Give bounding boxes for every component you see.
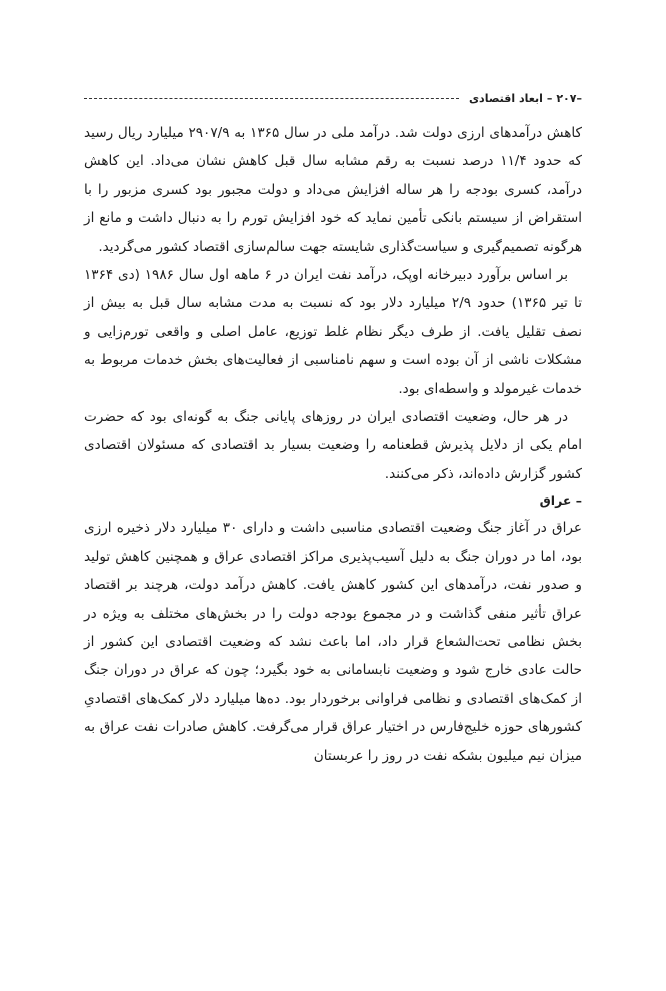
- header-dashed-rule: [84, 98, 459, 99]
- paragraph-2: بر اساس برآورد دبیرخانه اوپک، درآمد نفت ایران در ۶ ماهه اول سال ۱۹۸۶ (دی ۱۳۶۴ تا تیر ۱۳۶۵) حدود ۲/۹ میلیارد دلار بود که نسبت به مدت مشابه سال قبل به بیش از نصف تقلیل یافت. از طرف دیگر نظام غلط توزیع، عامل اصلی و واقعی تورم‌زایی و مشکلات ناشی از آن بوده است و سهم نامناسبی از فعالیت‌های بخش خدمات مربوط به خدمات غیرمولد و واسطه‌ای بود.: [84, 267, 582, 397]
- page-number: ۲۰۷: [556, 91, 577, 105]
- paragraph-3: در هر حال، وضعیت اقتصادی ایران در روزهای پایانی جنگ به گونه‌ای بود که حضرت امام یکی از دلایل پذیرش قطعنامه را وضعیت بسیار بد اقتصادی که مسئولان اقتصادی کشور گزارش داده‌اند، ذکر می‌کنند.: [84, 409, 582, 482]
- section-heading-iraq: – عراق: [539, 493, 582, 509]
- paragraph-1: کاهش درآمدهای ارزی دولت شد. درآمد ملی در سال ۱۳۶۵ به ۲۹۰۷/۹ میلیارد ریال رسید که حدود ۱۱/۴ درصد نسبت به رقم مشابه سال قبل کاهش نشان می‌داد. این کاهش درآمد، کسری بودجه را هر ساله افزایش می‌داد و دولت مجبور بود کسری مزبور را با استقراض از سیستم بانکی تأمین نماید که خود افزایش تورم را به دنبال داشت و مانع از هرگونه تصمیم‌گیری و سیاست‌گذاری شایسته جهت سالم‌سازی اقتصاد کشور می‌گردید.: [84, 125, 582, 255]
- header-dash-right: –: [576, 91, 582, 105]
- paragraph-4: عراق در آغاز جنگ وضعیت اقتصادی مناسبی داشت و دارای ۳۰ میلیارد دلار ذخیره ارزی بود، اما در دوران جنگ به دلیل آسیب‌پذیری مراکز اقتصادی عراق و همچنین کاهش تولید و صدور نفت، درآمدهای این کشور کاهش یافت. کاهش درآمد دولت، هرچند بر اقتصاد عراق تأثیر منفی گذاشت و در مجموع بودجه دولت را در بخش‌های مختلف به ویژه در بخش نظامی تحت‌الشعاع قرار داد، اما باعث نشد که وضعیت اقتصادی این کشور از حالت عادی خارج شود و وضعیت نابسامانی به خود بگیرد؛ چون که عراق در دوران جنگ از کمک‌های اقتصادی و نظامی فراوانی برخوردار بود. ده‌ها میلیارد دلار کمک‌های اقتصادیِ کشورهای حوزه خلیج‌فارس در اختیار عراق قرار می‌گرفت. کاهش صادرات نفت عراق به میزان نیم میلیون بشکه نفت در روز را عربستان: [84, 520, 582, 764]
- header-dash-middle: –: [546, 91, 553, 105]
- running-header: [84, 88, 582, 108]
- body-text: [84, 119, 582, 770]
- book-title: ابعاد اقتصادی: [468, 91, 543, 105]
